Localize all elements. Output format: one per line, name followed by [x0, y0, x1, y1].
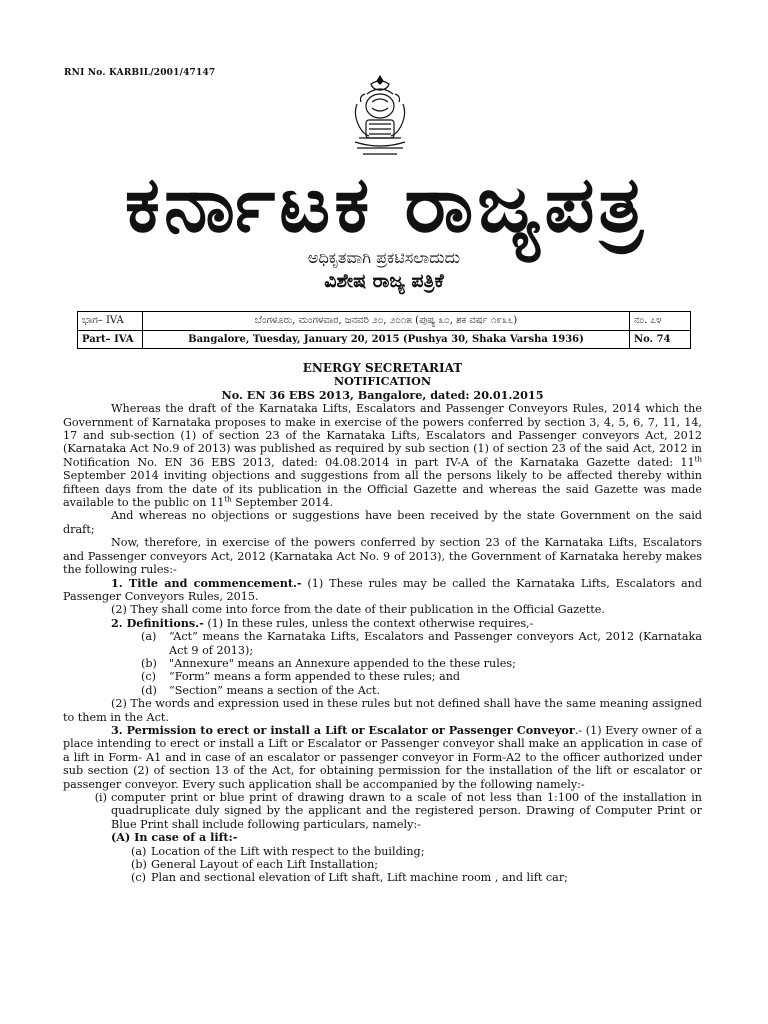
issue-info-table: [77, 311, 691, 349]
list-item: (c) “Form” means a form appended to these rules; and: [141, 670, 461, 684]
department-heading: ENERGY SECRETARIAT: [302, 361, 463, 375]
list-item: (a) “Act” means the Karnataka Lifts, Escalators and Passenger conveyors Act, 2012 (Karnataka Act 9 of 2013);: [141, 630, 702, 657]
karnataka-state-emblem-icon: [349, 72, 411, 162]
notification-reference: No. EN 36 EBS 2013, Bangalore, dated: 20.01.2015: [221, 387, 544, 402]
issue-row-kannada: [78, 312, 691, 331]
list-item: (a) Location of the Lift with respect to the building;: [131, 844, 425, 858]
issue-date-kn: ಬೆಂಗಳೂರು, ಮಂಗಳವಾರ, ಜನವರಿ ೨೦, ೨೦೧೫ (ಪುಷ್ಯ ೩೦, ಶಕ ವರ್ಷ ೧೯೩೬): [143, 312, 630, 331]
definitions-list: [63, 630, 702, 697]
rni-number: RNI No. KARBIL/2001/47147: [64, 68, 216, 78]
rule-1-2: (2) They shall come into force from the date of their publication in the Official Gazette.: [111, 603, 605, 617]
subtitle-published-by-authority: ಅಧಿಕೃತವಾಗಿ ಪ್ರಕಟಿಸಲಾದುದು: [307, 248, 461, 267]
masthead-title: ಕರ್ನಾಟಕ ರಾಜ್ಯಪತ್ರ: [124, 159, 648, 250]
issue-number-kn: ನಂ. ೭೪: [630, 312, 691, 331]
notification-body: [63, 362, 702, 885]
subtitle-extraordinary-gazette: ವಿಶೇಷ ರಾಜ್ಯ ಪತ್ರಿಕೆ: [324, 270, 444, 292]
list-item: (d) “Section” means a section of the Act.: [141, 683, 381, 697]
issue-number-en: No. 74: [630, 330, 691, 349]
list-item: (b) General Layout of each Lift Installation;: [131, 858, 379, 872]
list-item: (b) "Annexure" means an Annexure appended to the these rules;: [141, 656, 516, 670]
rule-3: 3. Permission to erect or install a Lift or Escalator or Passenger Conveyor.- (1) Every owner of a place intending to erect or install a Lift or Escalator or Passenger conveyor shall make an application in case of a lift in Form- A1 and in case of an escalator or passenger conveyor in Form-A2 to the officer authorized under sub section (2) of section 13 of the Act, for obtaining permission for the installation of the lift or escalator or passenger conveyor. Every such application shall be accompanied by the following namely:-: [63, 722, 702, 791]
part-label-kn: ಭಾಗ– IVA: [78, 312, 143, 331]
rule-1: 1. Title and commencement.- (1) These rules may be called the Karnataka Lifts, Escalators and Passenger Conveyors Rules, 2015.: [63, 575, 702, 603]
preamble-paragraph-3: Now, therefore, in exercise of the powers conferred by section 23 of the Karnataka Lifts, Escalators and Passenger conveyors Act, 2012 (Karnataka Act No. 9 of 2013), the Government of Karnataka hereby makes the following rules:-: [63, 536, 702, 577]
preamble-paragraph-2: And whereas no objections or suggestions have been received by the state Government on the said draft;: [63, 509, 702, 536]
rule-3-item-i: (i) computer print or blue print of drawing drawn to a scale of not less than 1:100 of the installation in quadruplicate duly signed by the applicant and the registered person. Drawing of Computer Print or Blue Print shall include following particulars, namely:-: [94, 791, 702, 831]
preamble-paragraph-1: Whereas the draft of the Karnataka Lifts, Escalators and Passenger Conveyors Rules, 2014 which the Government of Karnataka proposes to make in exercise of the powers conferred by section 3, 4, 5, 6, 7, 11, 14, 17 and sub-section (1) of section 23 of the Karnataka Lifts, Escalators and Passenger conveyors Act, 2012 (Karnataka Act No.9 of 2013) was published as required by sub section (1) of section 23 of the said Act, 2012 in Notification No. EN 36 EBS 2013, dated: 04.08.2014 in part IV-A of the Karnataka Gazette dated: 11th September 2014 inviting objections and suggestions from all the persons likely to be affected thereby within fifteen days from the date of its publication in the Official Gazette and whereas the said Gazette was made available to the public on 11th September 2014.: [63, 402, 702, 510]
issue-date-en: Bangalore, Tuesday, January 20, 2015 (Pushya 30, Shaka Varsha 1936): [143, 330, 630, 349]
notification-heading: NOTIFICATION: [333, 374, 432, 389]
lift-subheading: (A) In case of a lift:-: [111, 830, 238, 845]
issue-row-english: [78, 330, 691, 349]
part-label-en: Part– IVA: [78, 330, 143, 349]
rule-2: 2. Definitions.- (1) In these rules, unless the context otherwise requires,-: [111, 615, 534, 630]
list-item: (c) Plan and sectional elevation of Lift shaft, Lift machine room , and lift car;: [131, 871, 568, 885]
rule-2-2: (2) The words and expression used in these rules but not defined shall have the same meaning assigned to them in the Act.: [63, 697, 702, 724]
lift-particulars-list: [63, 845, 702, 885]
